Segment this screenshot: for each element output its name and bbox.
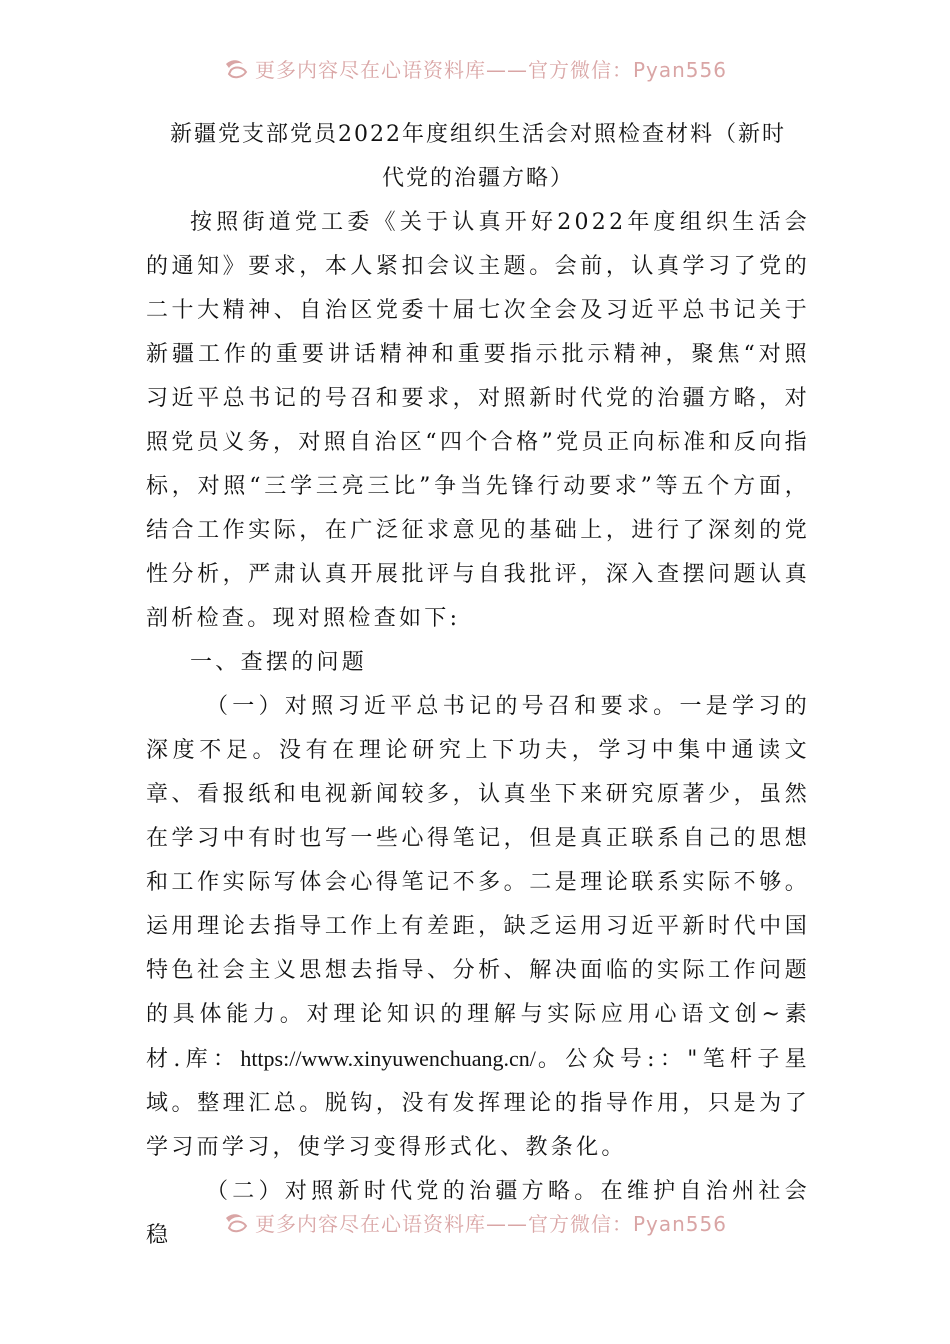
section-heading: 一、查摆的问题 — [190, 650, 368, 675]
watermark-text: 更多内容尽在心语资料库——官方微信：Pyan556 — [254, 58, 727, 82]
watermark-banner-top — [0, 54, 950, 88]
section-1-text-continued: 。公众号:："笔杆子星域。整理汇总。脱钩，没有发挥理论的指导作用，只是为了学习而学习，使学习变得形式化、教条化。 — [146, 1047, 810, 1160]
logo-icon — [223, 1212, 249, 1234]
title-line-1: 新疆党支部党员2022年度组织生活会对照检查材料（新时 — [170, 122, 786, 147]
section-1-text: （一）对照习近平总书记的号召和要求。一是学习的深度不足。没有在理论研究上下功夫，学习中集中通读文章、看报纸和电视新闻较多，认真坐下来研究原著少，虽然在学习中有时也写一些心得笔记，但是真正联系自己的思想和工作实际写体会心得笔记不多。二是理论联系实际不够。运用理论去指导工作上有差距，缺乏运用习近平新时代中国特色社会主义思想去指导、分析、解决面临的实际工作问题的具体能力。对理论知识的理解与实际应用心语文创~素材.库： — [146, 694, 810, 1072]
section-2-paragraph: （二）对照新时代党的治疆方略。在维护自治州社会稳 — [146, 1179, 810, 1248]
intro-paragraph: 按照街道党工委《关于认真开好2022年度组织生活会的通知》要求，本人紧扣会议主题。会前，认真学习了党的二十大精神、自治区党委十届七次全会及习近平总书记关于新疆工作的重要讲话精神和重要指示批示精神，聚焦“对照习近平总书记的号召和要求，对照新时代党的治疆方略，对照党员义务，对照自治区“四个合格”党员正向标准和反向指标，对照“三学三亮三比”争当先锋行动要求”等五个方面，结合工作实际，在广泛征求意见的基础上，进行了深刻的党性分析，严肃认真开展批评与自我批评，深入查摆问题认真剖析检查。现对照检查如下: — [146, 210, 810, 631]
document-body — [146, 113, 810, 1258]
section-1-paragraph — [146, 685, 810, 1170]
watermark-text: 更多内容尽在心语资料库——官方微信：Pyan556 — [254, 1212, 727, 1236]
logo-icon — [223, 58, 249, 80]
title-line-2: 代党的治疆方略） — [381, 166, 574, 191]
watermark-banner-bottom — [0, 1208, 950, 1242]
document-title — [146, 113, 810, 201]
source-url: https://www.xinyuwenchuang.cn/ — [240, 1046, 536, 1071]
